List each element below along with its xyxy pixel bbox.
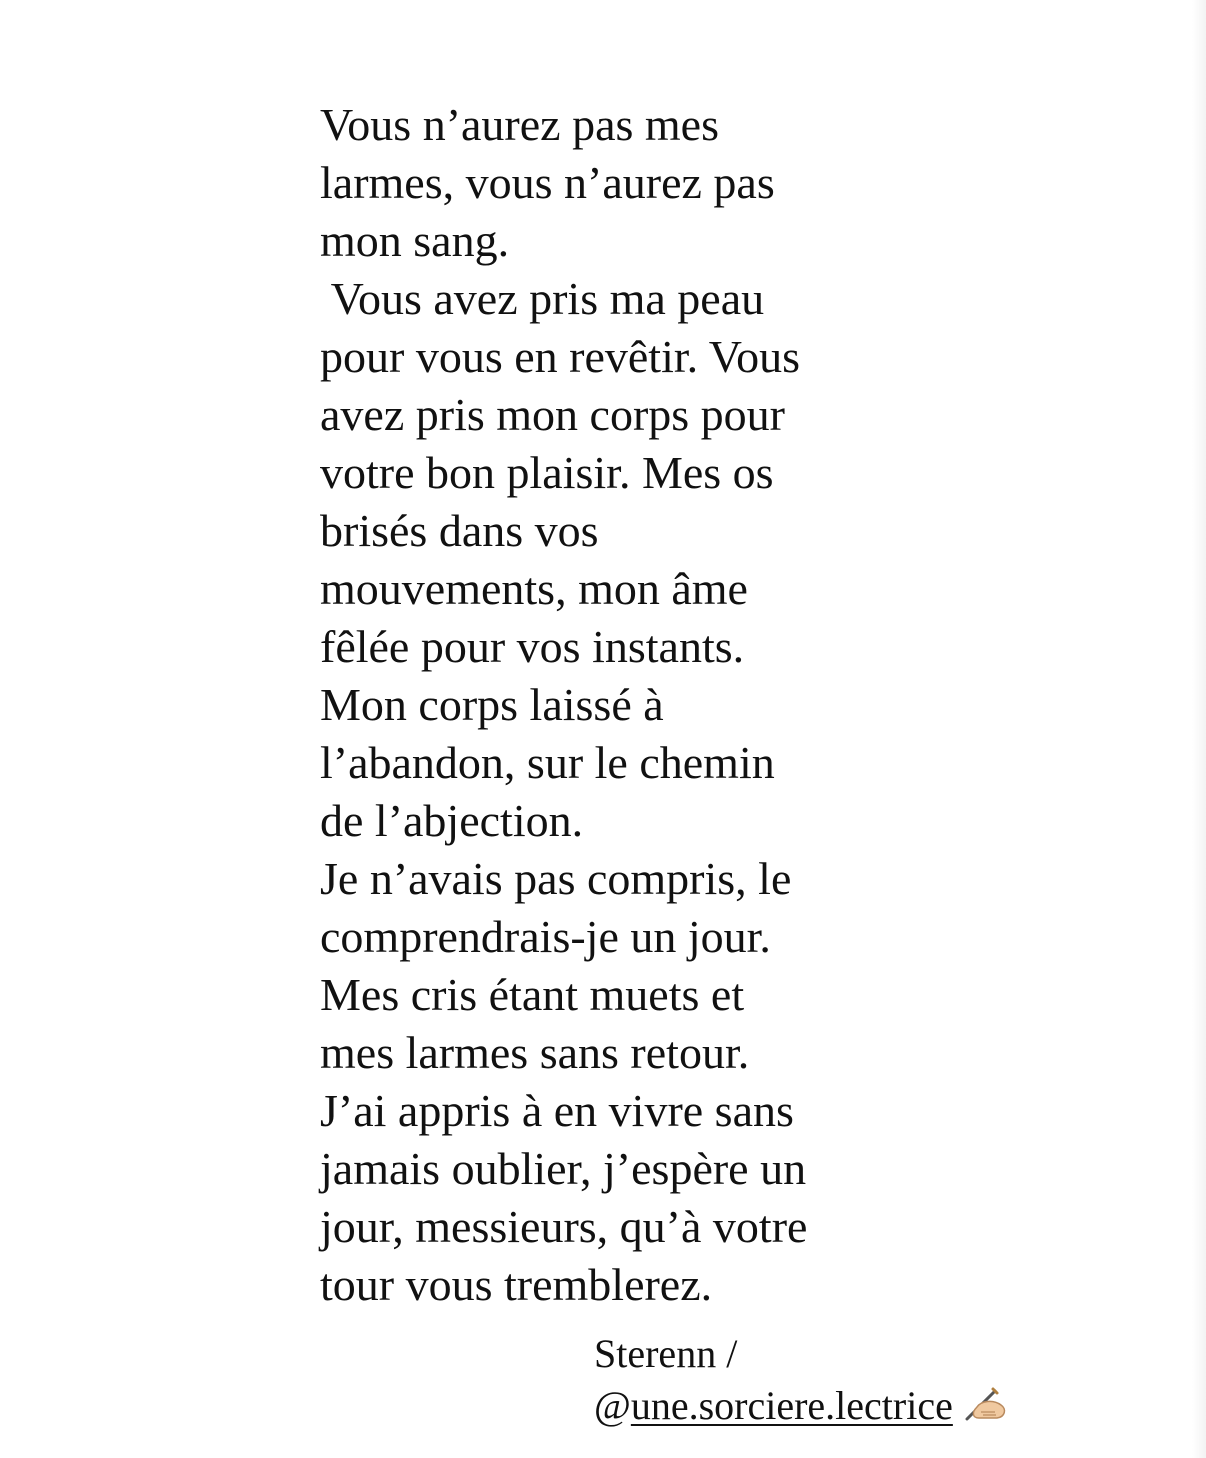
poem-line: mon sang. (320, 215, 510, 266)
poem-line: J’ai appris à en vivre sans (320, 1085, 794, 1136)
poem-line: Vous avez pris ma peau (320, 273, 765, 324)
signature (594, 1328, 1009, 1432)
poem-line: Vous n’aurez pas mes (320, 99, 719, 150)
poem-line: l’abandon, sur le chemin (320, 737, 775, 788)
poem-line: tour vous tremblerez. (320, 1259, 713, 1310)
poem-line: jour, messieurs, qu’à votre (320, 1201, 808, 1252)
poem-line: de l’abjection. (320, 795, 584, 846)
poem-line: fêlée pour vos instants. (320, 621, 745, 672)
author-name: Sterenn / (594, 1331, 738, 1376)
poem-line: jamais oublier, j’espère un (320, 1143, 807, 1194)
handle-prefix: @ (594, 1383, 631, 1428)
poem-text (320, 96, 940, 1314)
edge-shade (1192, 0, 1206, 1458)
author-handle-line (594, 1380, 1009, 1432)
poem-line: comprendrais-je un jour. (320, 911, 771, 962)
poem-line: Mon corps laissé à (320, 679, 664, 730)
poem-line: Je n’avais pas compris, le (320, 853, 792, 904)
poem-line: brisés dans vos (320, 505, 599, 556)
poem-line: mouvements, mon âme (320, 563, 748, 614)
writing-hand-icon (963, 1385, 1009, 1423)
poem-line: mes larmes sans retour. (320, 1027, 750, 1078)
poem-line: larmes, vous n’aurez pas (320, 157, 775, 208)
poem-line: pour vous en revêtir. Vous (320, 331, 800, 382)
poem-line: votre bon plaisir. Mes os (320, 447, 774, 498)
poem-line: Mes cris étant muets et (320, 969, 745, 1020)
poem-line: avez pris mon corps pour (320, 389, 785, 440)
author-handle-link[interactable]: une.sorciere.lectrice (630, 1383, 953, 1428)
